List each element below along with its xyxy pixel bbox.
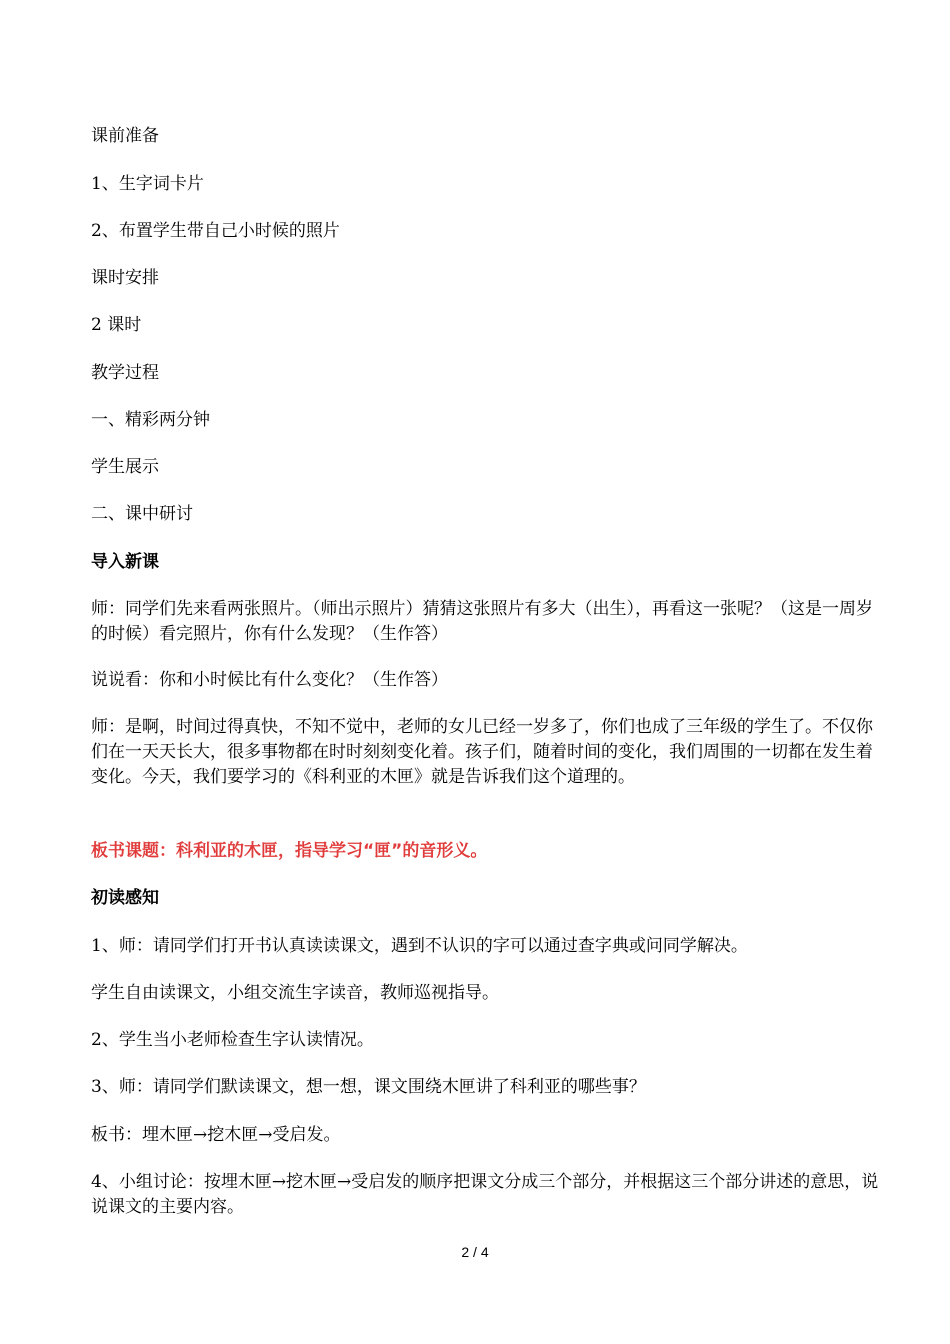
paragraph: 师：同学们先来看两张照片。（师出示照片）猜猜这张照片有多大（出生），再看这一张呢？（这是一周岁的时候）看完照片，你有什么发现？（生作答） — [91, 599, 873, 644]
heading-lesson-prep: 课前准备 — [91, 126, 159, 146]
paragraph: 4、小组讨论：按埋木匣→挖木匣→受启发的顺序把课文分成三个部分，并根据这三个部分讲述的意思，说说课文的主要内容。 — [91, 1172, 879, 1217]
section-heading: 一、精彩两分钟 — [91, 410, 210, 430]
paragraph: 师：是啊，时间过得真快，不知不觉中，老师的女儿已经一岁多了，你们也成了三年级的学生了。不仅你们在一天天长大，很多事物都在时时刻刻变化着。孩子们，随着时间的变化，我们周围的一切都在发生着变化。今天，我们要学习的《科利亚的木匣》就是告诉我们这个道理的。 — [91, 717, 873, 787]
bold-heading-first-reading: 初读感知 — [91, 888, 159, 908]
section-heading: 二、课中研讨 — [91, 504, 193, 524]
page-indicator: 2 / 4 — [461, 1244, 489, 1260]
paragraph: 学生展示 — [91, 457, 159, 477]
list-item: 1、生字词卡片 — [91, 174, 204, 194]
paragraph: 板书：埋木匣→挖木匣→受启发。 — [91, 1125, 341, 1145]
heading-schedule: 课时安排 — [91, 268, 159, 288]
paragraph: 学生自由读课文，小组交流生字读音，教师巡视指导。 — [91, 983, 499, 1003]
paragraph: 1、师：请同学们打开书认真读读课文，遇到不认识的字可以通过查字典或问同学解决。 — [91, 936, 748, 956]
paragraph: 2、学生当小老师检查生字认读情况。 — [91, 1030, 374, 1050]
bold-heading-intro: 导入新课 — [91, 552, 159, 572]
schedule-value: 2 课时 — [91, 315, 142, 335]
board-title-highlight: 板书课题：科利亚的木匣，指导学习“匣”的音形义。 — [91, 841, 488, 861]
paragraph: 3、师：请同学们默读课文，想一想，课文围绕木匣讲了科利亚的哪些事？ — [91, 1077, 646, 1097]
paragraph: 说说看：你和小时候比有什么变化？（生作答） — [91, 670, 448, 690]
list-item: 2、布置学生带自己小时候的照片 — [91, 221, 340, 241]
heading-process: 教学过程 — [91, 363, 159, 383]
